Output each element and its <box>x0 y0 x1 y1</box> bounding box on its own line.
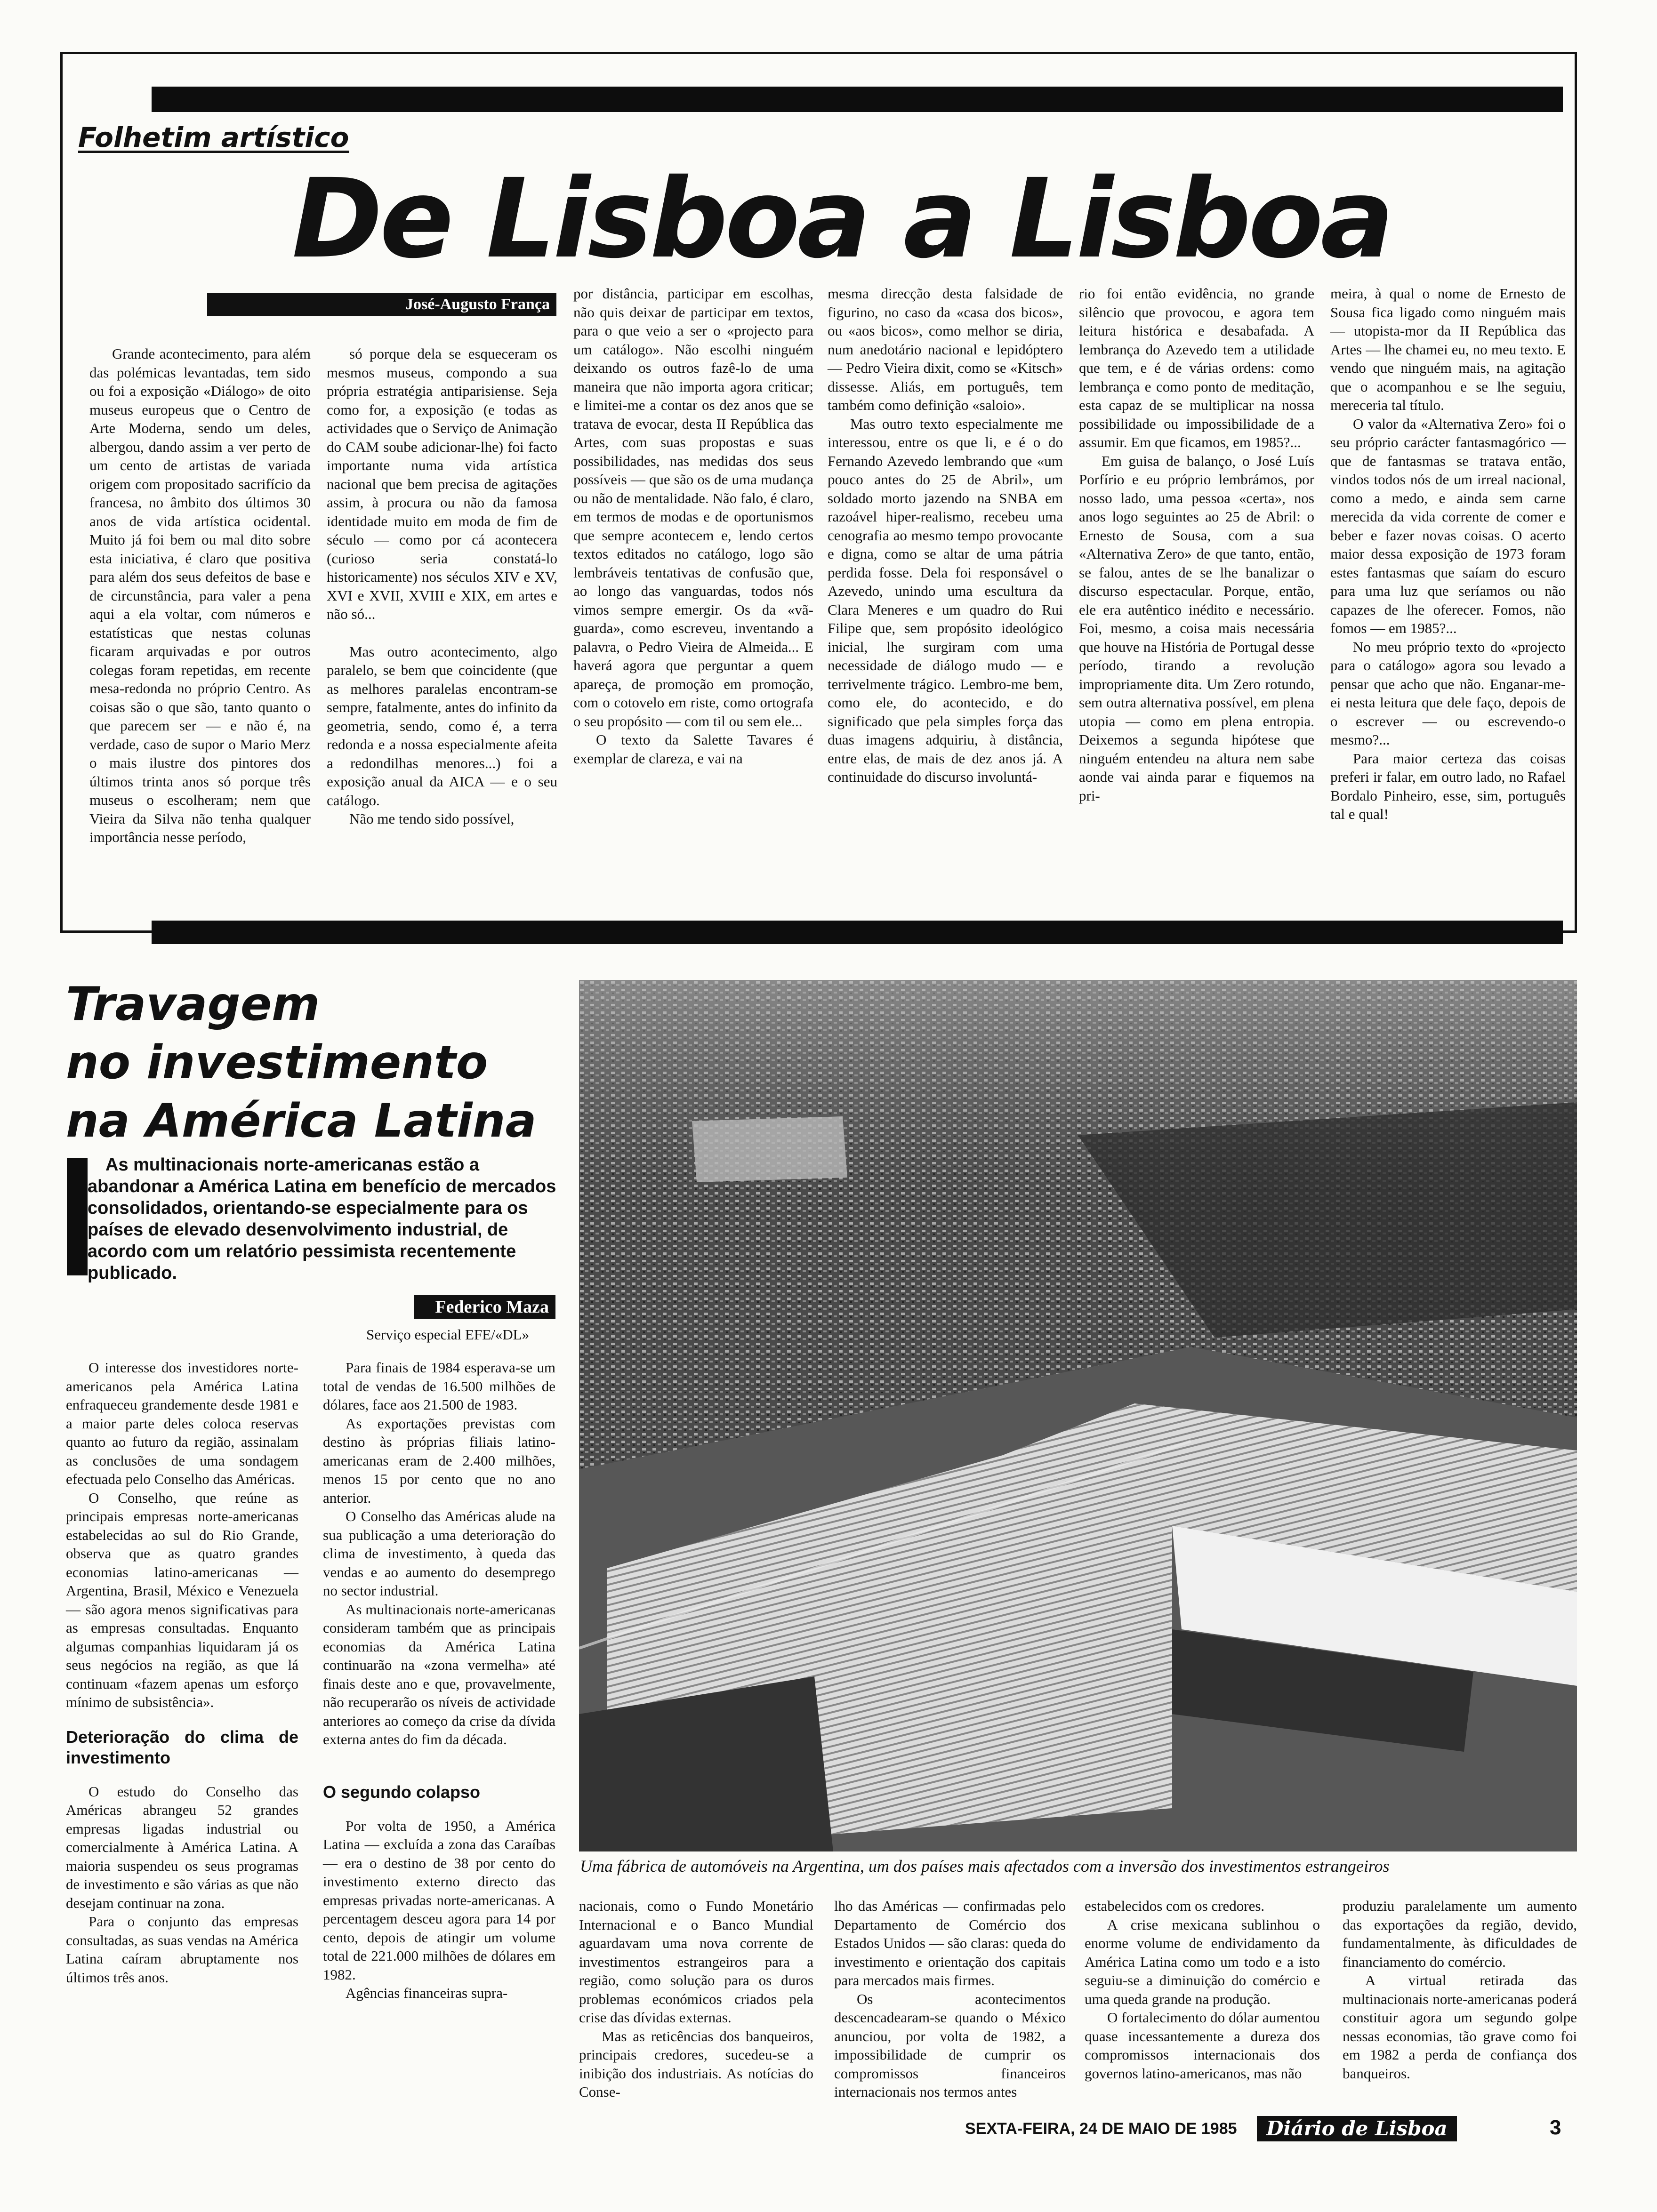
paragraph: O Conselho das Américas alude na sua publicação a uma deterioração do clima de investimento, à queda das vendas e ao aumento do desemprego no sector industrial. <box>323 1508 555 1599</box>
factory-aerial-photo <box>579 980 1577 1851</box>
paragraph: As exportações previstas com destino às próprias filiais latino-americanas eram de 2.400 milhões, menos 15 por cento que no ano anterior. <box>323 1415 555 1506</box>
paragraph: Por volta de 1950, a América Latina — excluída a zona das Caraíbas — era o destino de 38 por cento do investimento externo directo das empresas privadas norte-americanas. A percentagem desceu agora para 14 por cento, depois de atingir um volume total de 221.000 milhões de dólares em 1982. <box>323 1817 555 1983</box>
paragraph: O valor da «Alternativa Zero» foi o seu próprio carácter fantasmagórico — que de fantasmas se tratava então, vindos todos nós de um irreal nacional, como a medo, e ainda sem carne merecida da vida corrente de comer e beber e fazer novas coisas. O acerto maior dessa exposição de 1973 foram estes fantasmas que saíam do escuro para uma luz que seríamos ou não capazes de lhe oferecer. Fomos, não fomos — em 1985?... <box>1330 415 1566 636</box>
paragraph: Mas as reticências dos banqueiros, principais credores, sucedeu-se a inibição dos industriais. As notícias do Conse- <box>579 2028 813 2100</box>
paragraph: A crise mexicana sublinhou o enorme volume de endividamento da América Latina como um todo e a isto seguiu-se a diminuição do comércio e uma queda grande na produção. <box>1085 1916 1320 2007</box>
paragraph: lho das Américas — confirmadas pelo Departamento de Comércio dos Estados Unidos — são claras: queda do investimento e orientação dos capitais para mercados mais firmes. <box>834 1898 1066 1988</box>
top-rule <box>152 87 1563 112</box>
article2-col-1 <box>66 1358 298 1987</box>
bottom-rule <box>152 921 1563 944</box>
paragraph: estabelecidos com os credores. <box>1085 1898 1265 1914</box>
headline-line: no investimento <box>66 1036 488 1090</box>
lisboa-col-6 <box>1330 284 1566 824</box>
paragraph: Agências financeiras supra- <box>346 1985 508 2001</box>
agency-credit: Serviço especial EFE/«DL» <box>366 1326 530 1343</box>
footer-date: SEXTA-FEIRA, 24 DE MAIO DE 1985 <box>965 2120 1237 2138</box>
paragraph: O interesse dos investidores norte-americanos pela América Latina enfraqueceu grandemente desde 1981 e a maior parte deles coloca reservas quanto ao futuro da região, assinalam as conclusões de uma sondagem efectuada pelo Conselho das Américas. <box>66 1359 298 1487</box>
paragraph: produziu paralelamente um aumento das exportações da região, devido, fundamentalmente, às dificuldades de financiamento do comércio. <box>1343 1898 1577 1970</box>
lisboa-col-4 <box>828 284 1063 786</box>
paragraph: O Conselho, que reúne as principais empresas norte-americanas estabelecidas ao sul do Rio Grande, observa que as quatro grandes economias latino-americanas — Argentina, Brasil, México e Venezuela — são agora menos significativas para as empresas consultadas. Enquanto algumas companhias liquidaram já os seus negócios na região, as que lá continuam «fazem apenas um esforço mínimo de subsistência». <box>66 1489 298 1710</box>
paragraph: Grande acontecimento, para além das polémicas levantadas, tem sido ou foi a exposição «Diálogo» de oito museus europeus que o Centro de Arte Moderna, sendo um deles, albergou, dando assim a ver perto de um cento de artistas de variada origem com propositado sacrifício da francesa, no âmbito dos últimos 30 anos de vida artística ocidental. Muito já foi bem ou mal dito sobre esta iniciativa, é claro que positiva para além dos seus defeitos de base e de circunstância, para valer a pena aqui a ela voltar, com números e estatísticas que nestas colunas ficaram arquivadas e por outros colegas foram repetidas, em recente mesa-redonda no próprio Centro. As coisas são o que são, tanto quanto o que parecem ser — e não é, na verdade, caso de supor o Mario Merz o mais ilustre dos pintores dos últimos trinta anos só porque três museus o escolheram; nem que Vieira da Silva não tenha qualquer importância nesse período, <box>89 345 311 845</box>
aerial-photo-illustration <box>579 980 1577 1851</box>
lisboa-col-1 <box>89 345 311 847</box>
paragraph: Para finais de 1984 esperava-se um total de vendas de 16.500 milhões de dólares, face aos 21.500 de 1983. <box>323 1359 555 1413</box>
byline2: Federico Maza <box>414 1295 555 1319</box>
paragraph: Para o conjunto das empresas consultadas, as suas vendas na América Latina caíram abruptamente nos últimos três anos. <box>66 1913 298 1986</box>
lisboa-col-2 <box>327 345 557 828</box>
paragraph: As multinacionais norte-americanas consideram também que as principais economias da América Latina continuarão na «zona vermelha» até finais deste ano e que, provavelmente, não recuperarão os níveis de actividade anteriores ao começo da crise da dívida externa antes do fim da década. <box>323 1601 555 1747</box>
paragraph: Para maior certeza das coisas preferi ir falar, em outro lado, no Rafael Bordalo Pinheiro, esse, sim, português tal e qual! <box>1330 750 1566 822</box>
lisboa-col-5 <box>1079 284 1314 805</box>
article2-col-6 <box>1343 1897 1577 2083</box>
paragraph: O texto da Salette Tavares é exemplar de clareza, e vai na <box>573 731 813 767</box>
subheading: O segundo colapso <box>323 1782 481 1802</box>
paragraph: O fortalecimento do dólar aumentou quase incessantemente a dureza dos compromissos internacionais dos governos latino-americanos, mas não <box>1085 2009 1320 2082</box>
headline: De Lisboa a Lisboa <box>292 155 1392 282</box>
lead-paragraph: As multinacionais norte-americanas estão a abandonar a América Latina em benefício de mercados consolidados, orientando-se especialmente para os países de elevado desenvolvimento industrial, de acordo com um relatório pessimista recentemente publicado. <box>88 1155 556 1283</box>
headline-line: Travagem <box>66 978 320 1031</box>
article2-col-5 <box>1085 1897 1320 2083</box>
masthead-logo: Diário de Lisboa <box>1257 2116 1457 2141</box>
paragraph: meira, à qual o nome de Ernesto de Sousa fica ligado como ninguém mais — utopista-mor da II República das Artes — lhe chamei eu, no meu texto. E vendo que ninguém mais, na agitação que o acompanhou e se lhe seguiu, mereceria tal título. <box>1330 285 1566 413</box>
paragraph: por distância, participar em escolhas, não quis deixar de participar em textos, para o que veio a ser o «projecto para um catálogo». Não escolhi ninguém deixando os outros fazê-lo de uma maneira que não importa agora criticar; e limitei-me a contar os dez anos que se tratava de evocar, desta II República das Artes, com suas propostas e suas possibilidades, nas medidas dos seus possíveis — que são os de uma mudança ou não de mentalidade. Não falo, é claro, em termos de modas e de oportunismos que sempre acontecem e, lendo certos textos editados no catálogo, logo são lembráveis tentativas de confusão que, ao longo das vanguardas, todos nós vimos sempre emergir. Os da «vã-guarda», como escreveu, inventando a palavra, o Pedro Vieira de Almeida... E haverá agora que perguntar a quem apareça, de promoção em promoção, com o cotovelo em riste, como ortografa o seu propósito — com til ou sem ele... <box>573 285 813 729</box>
article2-col-2 <box>323 1358 555 2003</box>
paragraph: Mas outro texto especialmente me interessou, entre os que li, e é o do Fernando Azevedo lembrando que «um pouco antes do 25 de Abril», um soldado morto jazendo na SNBA em razoável hiper-realismo, recebeu uma cenografia ao mesmo tempo provocante e digna, como se altar de uma pátria perdida fosse. Dela foi responsável o Azevedo, unindo uma escultura da Clara Meneres e um quadro do Rui Filipe que, sem propósito ideológico inicial, lhe surgiram com uma necessidade de diálogo mudo — e terrivelmente trágico. Lembro-me bem, como ele, do acontecido, e do significado que pela simples força das duas imagens adquiriu, à distância, entre elas, de mais de dez anos já. A continuidade do discurso involuntá- <box>828 415 1063 785</box>
paragraph: Em guisa de balanço, o José Luís Porfírio e eu próprio lembrámos, por nosso lado, uma pessoa «certa», nos anos logo seguintes ao 25 de Abril: o Ernesto de Sousa, com a sua «Alternativa Zero» de que tanto, então, se falou, antes de se lhe banalizar o discurso espectacular. Porque, então, ele era autêntico inédito e necessário. Foi, mesmo, a coisa mais necessária que houve na História de Portugal desse período, tirando a revolução impropriamente dita. Um Zero rotundo, sem outra alternativa possível, em plena utopia — como em plena entropia. Deixemos a segunda hipótese que ninguém entendeu na altura nem sabe aonde vai ainda parar e fiquemos na pri- <box>1079 452 1314 804</box>
photo-caption: Uma fábrica de automóveis na Argentina, um dos países mais afectados com a inversão dos investimentos estrangeiros <box>580 1857 1390 1875</box>
section-title: Folhetim artístico <box>78 121 349 153</box>
paragraph: A virtual retirada das multinacionais norte-americanas poderá constituir agora um segundo golpe nessas economias, tão grave como foi em 1982 a perda de confiança dos banqueiros. <box>1343 1972 1577 2082</box>
paragraph: Os acontecimentos descencadearam-se quando o México anunciou, por volta de 1982, a impossibilidade de cumprir os compromissos financeiros internacionais nos termos antes <box>834 1990 1066 2100</box>
byline: José-Augusto França <box>207 293 556 316</box>
paragraph: só porque dela se esqueceram os mesmos museus, compondo a sua própria estratégia antiparisiense. Seja como for, a exposição (e todas as actividades que o Serviço de Animação do CAM soube adicionar-lhe) foi facto importante numa vida artística nacional que bem precisa de agitações assim, à procura ou não da famosa identidade muito em moda de fim de século — como por cá acontecera (curioso seria constatá-lo historicamente) nos séculos XIV e XV, XVI e XVII, XVIII e XIX, em artes e não só... <box>327 345 557 622</box>
paragraph: Não me tendo sido possível, <box>349 810 515 827</box>
page-number: 3 <box>1550 2116 1561 2139</box>
paragraph: rio foi então evidência, no grande silêncio que provocou, e agora tem leitura histórica e desabafada. A lembrança do Azevedo tem a utilidade que tem, e é de várias ordens: como lembrança e como ponto de meditação, esta capaz de se multiplicar na nossa possibilidade ou impossibilidade de a assumir. Em que ficamos, em 1985?... <box>1079 285 1314 450</box>
paragraph: No meu próprio texto do «projecto para o catálogo» agora sou levado a pensar que acho que não. Enganar-me-ei nesta leitura que dele faço, depois de o escrever — ou escrevendo-o mesmo?... <box>1330 638 1566 748</box>
lead-marker <box>67 1158 88 1275</box>
article2-col-3 <box>579 1897 813 2101</box>
paragraph: mesma direcção desta falsidade de figurino, no caso da «casa dos bicos», ou «aos bicos», como melhor se diria, num anedotário nacional e lepidóptero — Pedro Vieira dixit, como se «Kitsch» dissesse. Aliás, em português, tem também como definição «saloio». <box>828 285 1063 413</box>
paragraph: nacionais, como o Fundo Monetário Internacional e o Banco Mundial aguardavam uma nova corrente de investimentos estrangeiros para a região, como solução para os duros problemas económicos criados pela crise das dívidas externas. <box>579 1898 813 2026</box>
headline-line: na América Latina <box>66 1094 537 1148</box>
lisboa-col-3 <box>573 284 813 768</box>
article2-col-4 <box>834 1897 1066 2101</box>
article2-headline <box>66 975 574 1150</box>
subheading: Deterioração do clima de investimento <box>66 1727 298 1767</box>
paragraph: Mas outro acontecimento, algo paralelo, se bem que coincidente (que as melhores paralelas encontram-se sempre, fatalmente, antes do infinito da geometria, sendo, como é, a terra redonda e a nossa especialmente afeita a redondilhas menores...) foi a exposição anual da AICA — e o seu catálogo. <box>327 643 557 809</box>
paragraph: O estudo do Conselho das Américas abrangeu 52 grandes empresas ligadas industrial ou comercialmente à América Latina. A maioria suspendeu os seus programas de investimento e são várias as que não desejam continuar na zona. <box>66 1783 298 1911</box>
